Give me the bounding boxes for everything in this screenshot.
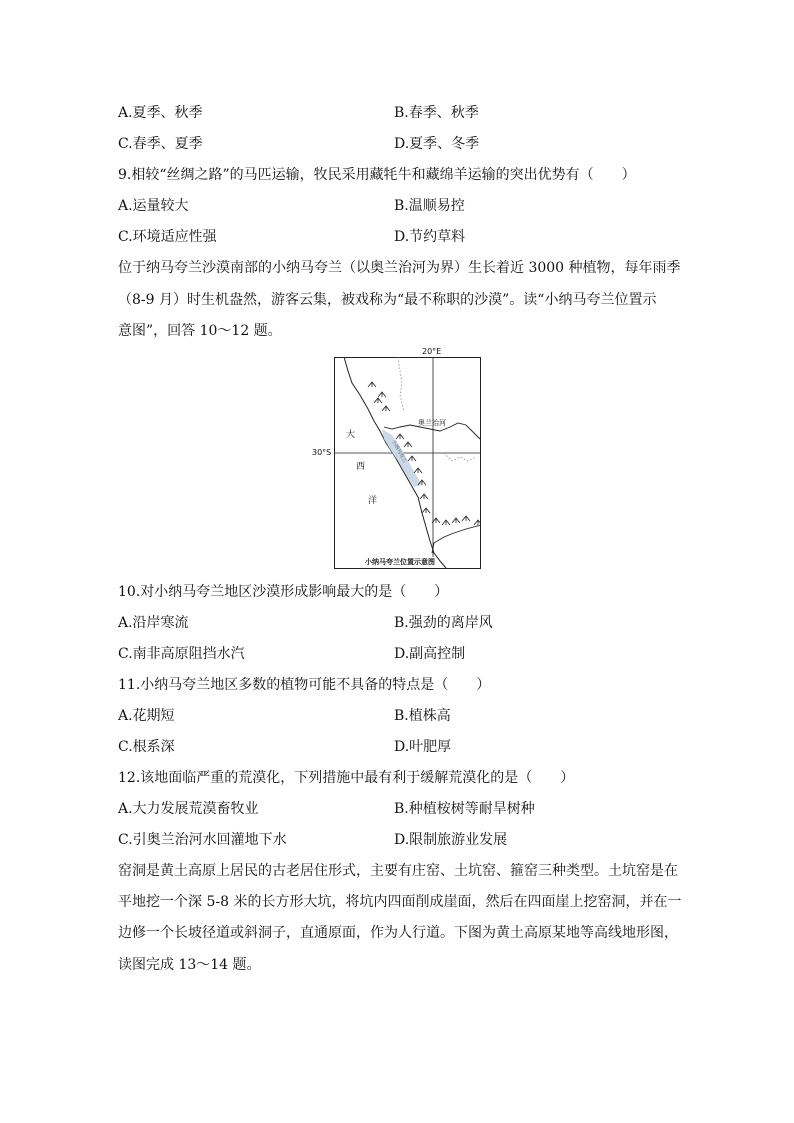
- passage1-line3: 意图”，回答 10～12 题。: [118, 323, 282, 339]
- q11-stem: 11.小纳马夸兰地区多数的植物可能不具备的特点是（ ）: [118, 677, 491, 693]
- ocean-label-3: 洋: [368, 496, 378, 506]
- q12-option-a: A.大力发展荒漠畜牧业: [118, 801, 259, 817]
- passage2-line4: 读图完成 13～14 题。: [118, 957, 261, 973]
- q8-option-b: B.春季、秋季: [394, 105, 479, 121]
- q9-option-a: A.运量较大: [118, 198, 189, 214]
- q11-option-a: A.花期短: [118, 708, 175, 724]
- latitude-label: 30°S: [312, 448, 332, 457]
- region-label: 小纳马夸兰: [390, 439, 408, 465]
- namaqualand-location-map: [334, 357, 481, 569]
- q12-option-d: D.限制旅游业发展: [394, 832, 508, 848]
- q8-option-c: C.春季、夏季: [118, 136, 203, 152]
- q9-option-d: D.节约草料: [394, 229, 466, 245]
- passage1-line1: 位于纳马夸兰沙漠南部的小纳马夸兰（以奥兰治河为界）生长着近 3000 种植物，每年雨季: [118, 260, 681, 276]
- q8-option-a: A.夏季、秋季: [118, 105, 203, 121]
- q10-option-b: B.强劲的离岸风: [394, 615, 493, 631]
- passage2-line3: 边修一个长坡径道或斜洞子，直通原面，作为人行道。下图为黄土高原某地等高线地形图，: [118, 925, 678, 941]
- q10-stem: 10.对小纳马夸兰地区沙漠形成影响最大的是（ ）: [118, 584, 449, 600]
- q9-stem: 9.相较“丝绸之路”的马匹运输，牧民采用藏牦牛和藏绵羊运输的突出优势有（ ）: [118, 167, 636, 183]
- ocean-label-1: 大: [346, 430, 356, 440]
- q9-option-b: B.温顺易控: [394, 198, 465, 214]
- passage2-line1: 窑洞是黄土高原上居民的古老居住形式，主要有庄窑、土坑窑、箍窑三种类型。土坑窑是在: [118, 863, 678, 879]
- q12-option-b: B.种植桉树等耐旱树种: [394, 801, 535, 817]
- q10-option-a: A.沿岸寒流: [118, 615, 189, 631]
- q8-option-d: D.夏季、冬季: [394, 136, 480, 152]
- map-caption: 小纳马夸兰位置示意图: [365, 558, 435, 566]
- q12-stem: 12.该地面临严重的荒漠化，下列措施中最有利于缓解荒漠化的是（ ）: [118, 770, 575, 786]
- longitude-label: 20°E: [422, 347, 442, 356]
- river-label: 奥兰治河: [418, 419, 446, 427]
- q11-option-b: B.植株高: [394, 708, 451, 724]
- ocean-label-2: 西: [356, 462, 366, 472]
- passage2-line2: 平地挖一个深 5-8 米的长方形大坑，将坑内四面削成崖面，然后在四面崖上挖窑洞，并在一: [118, 894, 682, 910]
- q10-option-c: C.南非高原阻挡水汽: [118, 646, 245, 662]
- q11-option-c: C.根系深: [118, 739, 175, 755]
- q9-option-c: C.环境适应性强: [118, 229, 217, 245]
- passage1-line2: （8-9 月）时生机盎然，游客云集，被戏称为“最不称职的沙漠”。读“小纳马夸兰位置示: [118, 292, 657, 308]
- q11-option-d: D.叶肥厚: [394, 739, 452, 755]
- q12-option-c: C.引奥兰治河水回灌地下水: [118, 832, 287, 848]
- q10-option-d: D.副高控制: [394, 646, 466, 662]
